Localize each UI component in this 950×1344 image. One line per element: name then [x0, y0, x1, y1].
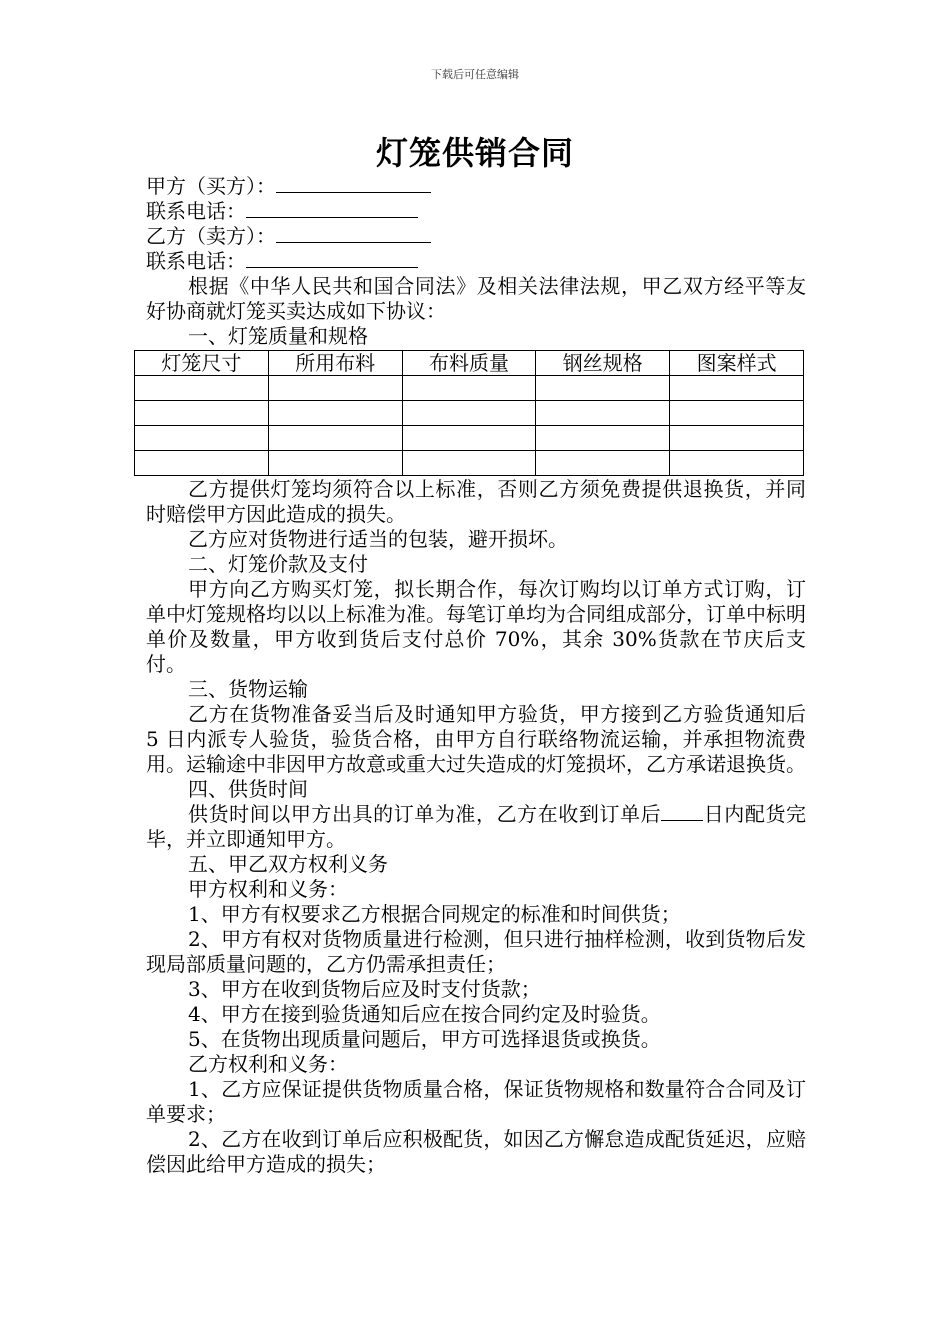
- phone-a-line: [146, 199, 806, 224]
- phone-b-blank: [246, 249, 418, 268]
- phone-a-blank: [246, 199, 418, 218]
- phone-b-line: [146, 249, 806, 274]
- section-5-heading: 五、甲乙双方权利义务: [188, 852, 388, 876]
- party-a-line: [146, 174, 806, 199]
- section-1-paragraph-1: 乙方提供灯笼均须符合以上标准，否则乙方须免费提供退换货，并同时赔偿甲方因此造成的损失。: [146, 477, 806, 526]
- table-row: [135, 401, 804, 426]
- party-a-item-5: 5、在货物出现质量问题后，甲方可选择退货或换货。: [188, 1027, 661, 1051]
- section-4-paragraph: [146, 802, 806, 852]
- party-b-item-1: 1、乙方应保证提供货物质量合格，保证货物规格和数量符合合同及订单要求；: [146, 1077, 806, 1126]
- section-4-text-b: 日内配货完毕，并立即通知甲方。: [146, 802, 807, 851]
- table-header-cell: 钢丝规格: [536, 351, 670, 376]
- section-1-paragraph-2: 乙方应对货物进行适当的包装，避开损坏。: [188, 527, 568, 551]
- party-b-label: 乙方（卖方）：: [146, 224, 276, 248]
- party-a-item-2: 2、甲方有权对货物质量进行检测，但只进行抽样检测，收到货物后发现局部质量问题的，乙方仍需承担责任；: [146, 927, 806, 976]
- phone-b-label: 联系电话：: [146, 249, 246, 273]
- table-cell: [670, 451, 804, 476]
- table-cell: [670, 376, 804, 401]
- table-cell: [402, 401, 536, 426]
- table-cell: [135, 401, 269, 426]
- table-cell: [536, 401, 670, 426]
- table-row: [135, 451, 804, 476]
- table-cell: [268, 451, 402, 476]
- section-2-heading: 二、灯笼价款及支付: [188, 552, 368, 576]
- table-header-cell: 所用布料: [268, 351, 402, 376]
- table-row: [135, 426, 804, 451]
- table-cell: [402, 376, 536, 401]
- table-header-cell: 灯笼尺寸: [135, 351, 269, 376]
- table-cell: [268, 426, 402, 451]
- party-a-item-3: 3、甲方在收到货物后应及时支付货款；: [188, 977, 541, 1001]
- table-cell: [268, 376, 402, 401]
- contract-body: [146, 174, 806, 1177]
- party-a-label: 甲方（买方）：: [146, 174, 276, 198]
- section-3-heading: 三、货物运输: [188, 677, 308, 701]
- intro-paragraph: 根据《中华人民共和国合同法》及相关法律法规，甲乙双方经平等友好协商就灯笼买卖达成如下协议：: [146, 274, 806, 323]
- table-cell: [135, 376, 269, 401]
- party-b-item-2: 2、乙方在收到订单后应积极配货，如因乙方懈怠造成配货延迟，应赔偿因此给甲方造成的损失；: [146, 1127, 806, 1176]
- table-header-cell: 布料质量: [402, 351, 536, 376]
- table-cell: [670, 401, 804, 426]
- delivery-days-blank: [661, 802, 703, 821]
- table-row: [135, 376, 804, 401]
- party-a-rights-title: 甲方权利和义务：: [188, 877, 348, 901]
- party-a-item-1: 1、甲方有权要求乙方根据合同规定的标准和时间供货；: [188, 902, 681, 926]
- table-cell: [402, 451, 536, 476]
- party-b-blank: [276, 224, 431, 243]
- section-4-heading: 四、供货时间: [188, 777, 308, 801]
- section-4-text-a: 供货时间以甲方出具的订单为准，乙方在收到订单后: [188, 802, 662, 826]
- table-cell: [402, 426, 536, 451]
- table-cell: [135, 426, 269, 451]
- phone-a-label: 联系电话：: [146, 199, 246, 223]
- section-3-paragraph: 乙方在货物准备妥当后及时通知甲方验货，甲方接到乙方验货通知后 5 日内派专人验货，验货合格，由甲方自行联络物流运输，并承担物流费用。运输途中非因甲方故意或重大过失造成的灯笼损坏，乙方承诺退换货。: [146, 702, 806, 776]
- section-2-paragraph: 甲方向乙方购买灯笼，拟长期合作，每次订购均以订单方式订购，订单中灯笼规格均以以上标准为准。每笔订单均为合同组成部分，订单中标明单价及数量，甲方收到货后支付总价 70%，其余 30%货款在节庆后支付。: [146, 577, 806, 676]
- table-header-row: [135, 351, 804, 376]
- table-cell: [536, 426, 670, 451]
- table-header-cell: 图案样式: [670, 351, 804, 376]
- table-cell: [268, 401, 402, 426]
- party-a-item-4: 4、甲方在接到验货通知后应在按合同约定及时验货。: [188, 1002, 661, 1026]
- spec-table: [134, 350, 804, 476]
- table-cell: [536, 451, 670, 476]
- party-b-rights-title: 乙方权利和义务：: [188, 1052, 348, 1076]
- party-a-blank: [276, 174, 431, 193]
- table-cell: [135, 451, 269, 476]
- table-cell: [536, 376, 670, 401]
- header-note: 下载后可任意编辑: [431, 68, 519, 81]
- section-1-heading: 一、灯笼质量和规格: [188, 324, 368, 348]
- table-cell: [670, 426, 804, 451]
- document-title: 灯笼供销合同: [375, 134, 574, 172]
- party-b-line: [146, 224, 806, 249]
